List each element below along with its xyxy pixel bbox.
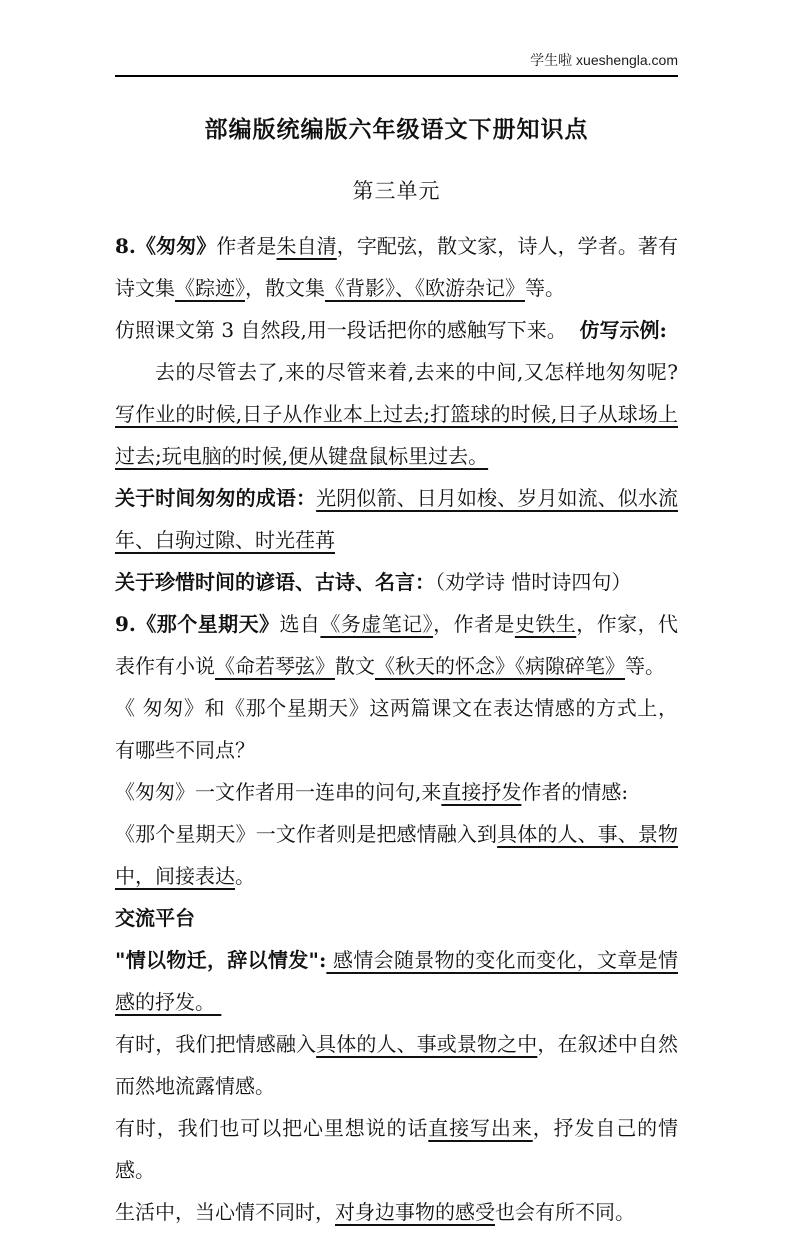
para-method-direct bbox=[115, 1107, 678, 1191]
text-run: 作者的情感: bbox=[521, 780, 629, 804]
unit-subtitle: 第三单元 bbox=[352, 179, 441, 203]
text-run: 有时，我们把情感融入 bbox=[115, 1032, 317, 1056]
bold-label: 仿写示例: bbox=[579, 318, 667, 342]
text-run: 也会有所不同。 bbox=[495, 1200, 635, 1224]
text-run: ，在叙述中自然而然地流露情感。 bbox=[115, 1032, 679, 1098]
underlined-text: 《命若琴弦》 bbox=[215, 654, 335, 678]
para-lesson9-intro bbox=[115, 603, 678, 687]
text-run: ，字配弦，散文家，诗人，学者。著有诗文集 bbox=[115, 234, 678, 300]
heading-exchange-platform bbox=[115, 897, 678, 939]
underlined-text: 《秋天的怀念》《病隙碎笔》 bbox=[375, 654, 625, 678]
text-run: 仿照课文第 3 自然段,用一段话把你的感触写下来。 bbox=[115, 318, 580, 342]
underlined-text: 对身边事物的感受 bbox=[335, 1200, 495, 1224]
underlined-text: 朱自清 bbox=[276, 234, 337, 258]
para-time-sayings bbox=[115, 561, 678, 603]
text-run: 作者是 bbox=[216, 234, 277, 258]
underlined-text: 写作业的时候,日子从作业本上过去;打篮球的时候,日子从球场上过去;玩电脑的时候,便从键盘鼠标里过去。 bbox=[115, 402, 678, 468]
text-run: 等。 bbox=[625, 654, 665, 678]
text-run: 《那个星期天》一文作者则是把感情融入到 bbox=[115, 822, 498, 846]
text-run: 有时，我们也可以把心里想说的话 bbox=[115, 1116, 429, 1140]
underlined-text: 《背影》、《欧游杂记》 bbox=[325, 276, 525, 300]
bold-label: 关于时间匆匆的成语： bbox=[115, 486, 317, 510]
bold-label: 关于珍惜时间的谚语、古诗、名言： bbox=[115, 570, 435, 594]
para-imitation-example bbox=[115, 351, 678, 477]
underlined-text: 《务虚笔记》 bbox=[320, 612, 434, 636]
text-run: 《 匆匆》和《那个星期天》这两篇课文在表达情感的方式上，有哪些不同点？ bbox=[115, 696, 678, 762]
text-run: 散文 bbox=[335, 654, 375, 678]
para-life-feeling bbox=[115, 1191, 678, 1233]
underlined-text: 直接抒发 bbox=[441, 780, 522, 804]
page-title: 部编版统编版六年级语文下册知识点 bbox=[204, 116, 589, 143]
para-lesson8-intro bbox=[115, 225, 678, 309]
text-run: （劝学诗 惜时诗四句） bbox=[435, 570, 632, 594]
para-thatsunday-answer bbox=[115, 813, 678, 897]
underlined-text: 光阴似箭、日月如梭、岁月如流、似水流年、白驹过隙、时光荏苒 bbox=[115, 486, 679, 552]
lesson-number-title: 8.《匆匆》 bbox=[115, 234, 217, 258]
text-run: 选自 bbox=[279, 612, 321, 636]
bold-quote: "情以物迁，辞以情发": bbox=[115, 948, 327, 972]
underlined-text: 具体的人、事、景物中，间接表达 bbox=[115, 822, 679, 888]
para-quote-explanation bbox=[115, 939, 678, 1023]
text-run: ，作家，代表作有小说 bbox=[115, 612, 679, 678]
underlined-text: 直接写出来 bbox=[428, 1116, 533, 1140]
page-header bbox=[115, 50, 678, 77]
text-run: 去的尽管去了,来的尽管来着,去来的中间,又怎样地匆匆呢? bbox=[155, 360, 678, 384]
text-run: ，抒发自己的情感。 bbox=[115, 1116, 679, 1182]
para-method-indirect bbox=[115, 1023, 678, 1107]
lesson-number-title: 9.《那个星期天》 bbox=[115, 612, 280, 636]
text-run: 等。 bbox=[525, 276, 565, 300]
text-run: 生活中，当心情不同时， bbox=[115, 1200, 335, 1224]
site-watermark: 学生啦 xueshengla.com bbox=[530, 52, 678, 68]
para-comparison-question bbox=[115, 687, 678, 771]
para-imitation-prompt bbox=[115, 309, 678, 351]
section-heading: 交流平台 bbox=[115, 906, 195, 930]
underlined-text: 感情会随景物的变化而变化，文章是情感的抒发。 bbox=[115, 948, 678, 1014]
text-run: 。 bbox=[235, 864, 255, 888]
text-run: ，作者是 bbox=[433, 612, 515, 636]
text-run: 《匆匆》一文作者用一连串的问句,来 bbox=[115, 780, 442, 804]
para-congcong-answer bbox=[115, 771, 678, 813]
document-body bbox=[115, 225, 678, 1233]
underlined-text: 《踪迹》 bbox=[175, 276, 245, 300]
text-run: ，散文集 bbox=[245, 276, 325, 300]
underlined-text: 史铁生 bbox=[514, 612, 577, 636]
underlined-text: 具体的人、事或景物之中 bbox=[316, 1032, 538, 1056]
para-time-idioms bbox=[115, 477, 678, 561]
